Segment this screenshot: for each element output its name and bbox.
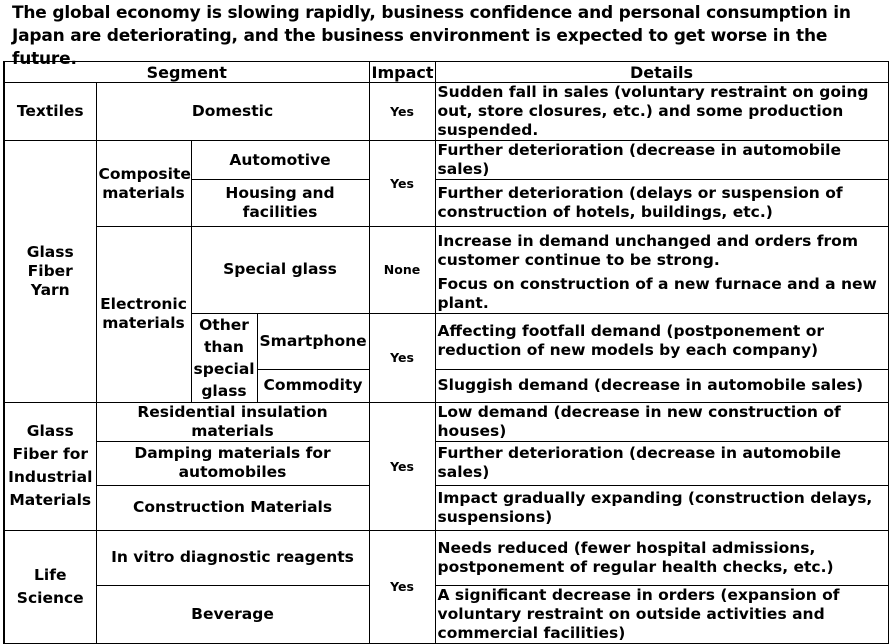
segment-life-science: Life Science	[4, 530, 96, 643]
details-cell: Low demand (decrease in new construction of houses)	[435, 402, 888, 441]
details-cell: Further deterioration (delays or suspension of construction of hotels, buildings, etc.)	[435, 180, 888, 227]
item-beverage: Beverage	[96, 585, 369, 643]
header-details: Details	[435, 62, 888, 83]
details-cell: Impact gradually expanding (construction delays, suspensions)	[435, 485, 888, 530]
item-residential-insulation: Residential insulation materials	[96, 402, 369, 441]
table-row	[4, 485, 888, 530]
item-automotive: Automotive	[191, 141, 369, 180]
segment-glass-fiber-industrial: Glass Fiber for Industrial Materials	[4, 402, 96, 530]
segment-glass-fiber-yarn: Glass Fiber Yarn	[4, 141, 96, 403]
details-cell: Affecting footfall demand (postponement or reduction of new models by each company)	[435, 313, 888, 370]
table-row	[4, 530, 888, 585]
details-cell: Further deterioration (decrease in automobile sales)	[435, 441, 888, 485]
impact-cell: None	[369, 227, 435, 314]
subsegment-composite: Composite materials	[96, 141, 191, 227]
table-row	[4, 585, 888, 643]
item-housing: Housing and facilities	[191, 180, 369, 227]
item-in-vitro-reagents: In vitro diagnostic reagents	[96, 530, 369, 585]
table-row	[4, 402, 888, 441]
details-cell: A significant decrease in orders (expansion of voluntary restraint on outside activities and commercial facilities)	[435, 585, 888, 643]
impact-cell: Yes	[369, 530, 435, 643]
table-row	[4, 227, 888, 275]
details-cell: Sudden fall in sales (voluntary restraint on going out, store closures, etc.) and some production suspended.	[435, 83, 888, 141]
impact-cell: Yes	[369, 402, 435, 530]
item-other-than-special-glass: Other than special glass	[191, 313, 257, 402]
page-headline: The global economy is slowing rapidly, business confidence and personal consumption in Japan are deteriorating, and the business environment is expected to get worse in the future.	[12, 3, 851, 69]
subsegment-domestic: Domestic	[96, 83, 369, 141]
item-smartphone: Smartphone	[257, 313, 369, 370]
item-special-glass: Special glass	[191, 227, 369, 314]
table-row	[4, 441, 888, 485]
item-construction-materials: Construction Materials	[96, 485, 369, 530]
item-damping-materials: Damping materials for automobiles	[96, 441, 369, 485]
impact-cell: Yes	[369, 83, 435, 141]
header-impact: Impact	[369, 62, 435, 83]
details-cell: Focus on construction of a new furnace and a new plant.	[435, 275, 888, 314]
impact-table	[3, 61, 889, 644]
header-row	[4, 62, 888, 83]
impact-cell: Yes	[369, 141, 435, 227]
table-row	[4, 141, 888, 180]
details-cell: Needs reduced (fewer hospital admissions, postponement of regular health checks, etc.)	[435, 530, 888, 585]
segment-textiles: Textiles	[4, 83, 96, 141]
item-commodity: Commodity	[257, 370, 369, 402]
details-cell: Sluggish demand (decrease in automobile sales)	[435, 370, 888, 402]
details-cell: Further deterioration (decrease in automobile sales)	[435, 141, 888, 180]
impact-cell: Yes	[369, 313, 435, 402]
details-cell: Increase in demand unchanged and orders from customer continue to be strong.	[435, 227, 888, 275]
table-row	[4, 83, 888, 141]
header-segment: Segment	[4, 62, 369, 83]
subsegment-electronic: Electronic materials	[96, 227, 191, 403]
